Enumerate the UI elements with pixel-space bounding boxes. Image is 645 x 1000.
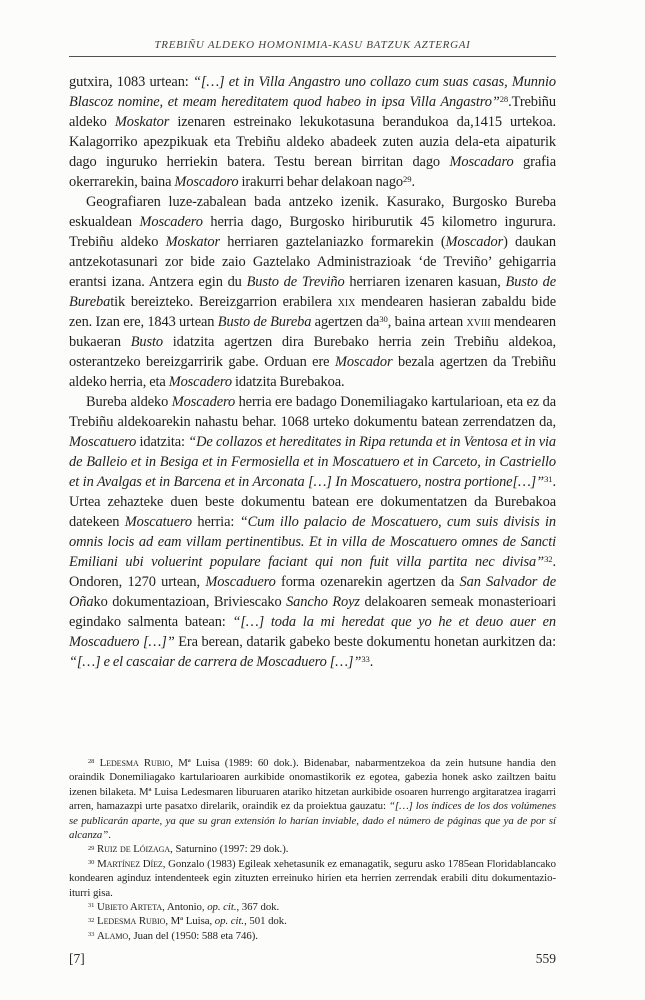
text-run: .: [108, 829, 111, 842]
text-run: izenaren estreinako lekukotasuna berandukoa da,1415 urtekoa. Kalagorriko apezpikuak eta Trebiñu aldeko abadeek zuten auzia dela-eta aipaturik dago inguruko herriekin batera. Testu berean birritan dago: [69, 114, 556, 170]
text-run: gutxira, 1083 urtean:: [69, 74, 193, 90]
page-marker-bracket: [7]: [69, 951, 85, 966]
page-number: 559: [535, 951, 556, 966]
text-run: delakoaren semeak monasterioari egindako salmenta batean:: [69, 594, 556, 630]
italic-text: Moscadero: [168, 374, 232, 390]
italic-text: op. cit.: [207, 901, 237, 914]
text-run: herria:: [191, 514, 240, 530]
smallcaps-text: Ledesma Rubio: [99, 757, 171, 769]
text-run: ko dokumentazioan, Briviescako: [93, 594, 287, 610]
italic-text: Sancho Royz: [286, 594, 360, 610]
footnote: [69, 756, 556, 842]
footnote-number: 33: [88, 930, 95, 938]
smallcaps-text: Martínez Díez: [97, 857, 163, 870]
footnote-ref: 29: [403, 174, 412, 185]
paragraph: [69, 72, 556, 192]
text-run: , 501 dok.: [244, 915, 287, 928]
smallcaps-text: xix: [337, 294, 356, 310]
text-run: , Saturnino (1997: 29 dok.).: [170, 843, 289, 856]
italic-text: Moscatuero: [124, 514, 192, 530]
smallcaps-text: Ubieto Arteta: [97, 901, 163, 914]
smallcaps-text: Alamo: [97, 929, 129, 942]
text-run: herria ere badago Donemiliagako kartularioan, eta ez da Trebiñu aldekoarekin nahastu behar. 1068 urteko dokumentu batean zerrendatzen da,: [69, 394, 556, 430]
footnote-ref: 31: [544, 474, 553, 485]
text-run: herriaren izenaren kasuan,: [344, 274, 506, 290]
paragraph: [69, 392, 556, 672]
text-run: Era berean, datarik gabeko beste dokumentu honetan aurkitzen da:: [174, 634, 556, 650]
text-run: grafia okerrarekin, baina: [69, 154, 556, 190]
footnote-ref: 33: [361, 654, 370, 665]
text-run: .Trebiñu aldeko: [69, 94, 556, 130]
text-run: , 367 dok.: [236, 901, 280, 914]
footnote-ref: 30: [379, 314, 388, 325]
italic-text: Moscador: [334, 354, 393, 370]
text-run: .: [411, 174, 415, 190]
text-run: idatzita:: [136, 434, 189, 450]
italic-text: Moscadoro: [174, 174, 239, 190]
footnote: [69, 914, 556, 928]
italic-text: Moscadero: [171, 394, 236, 410]
body-text: [69, 72, 556, 672]
italic-text: “De collazos et hereditates in Ripa retunda et in Ventosa et in via de Balleio et in Besiga et in Fermosiella et in Moscatuero et in Carceto, in Castriello et in Avalgas et in Barcena et in Arconata […] In Moscatuero, nostra portione[…]”: [69, 434, 556, 490]
italic-text: Busto de Treviño: [246, 274, 345, 290]
italic-text: “[…] toda la mi heredat que yo he et deuo auer en Moscaduero […]”: [69, 614, 557, 650]
italic-text: Moscador: [445, 234, 504, 250]
text-run: herria dago, Burgosko hiriburutik 45 kilometro ingurura. Trebiñu aldeko: [69, 214, 556, 250]
text-run: Geografiaren luze-zabalean bada antzeko izenik. Kasurako, Burgosko Bureba eskualdean: [69, 194, 556, 230]
running-header-rule: [69, 39, 556, 57]
italic-text: “[…] et in Villa Angastro uno collazo cum suas casas, Munnio Blascoz nomine, et meam hereditatem quod habeo in ipsa Villa Angastro”: [69, 74, 556, 110]
text-run: , Antonio,: [162, 901, 208, 914]
text-run: mendearen hasieran zabaldu bide zen. Izan ere, 1843 urtean: [69, 294, 556, 330]
text-run: agertzen da: [311, 314, 380, 330]
italic-text: Moskator: [165, 234, 221, 250]
text-run: .: [369, 654, 374, 670]
running-header-title: TREBIÑU ALDEKO HOMONIMIA-KASU BATZUK AZTERGAI: [154, 39, 471, 51]
footnote: [69, 929, 556, 943]
paragraph: [69, 192, 556, 392]
text-run: idatzita Burebakoa.: [232, 374, 345, 390]
text-run: , Gonzalo (1983) Egileak xehetasunik ez emanagatik, seguru asko 1785ean Floridablancako kondearen aginduz intendenteek egin zituzten erreinuko hirien eta herrien zerrendak erabili ditu dokumentazio-iturri gisa.: [69, 857, 556, 899]
text-run: forma ozenarekin agertzen da: [275, 574, 460, 590]
footnote-ref: 32: [544, 554, 553, 565]
text-run: . Ondoren, 1270 urtean,: [69, 554, 556, 590]
text-run: herriaren gaztelaniazko formarekin (: [220, 234, 446, 250]
footnote-ref: 28: [499, 94, 509, 105]
text-run: bezala agertzen da Trebiñu aldeko herria, eta: [69, 354, 556, 390]
italic-text: Moscadero: [139, 214, 203, 230]
italic-text: Busto de Bureba: [217, 314, 312, 330]
italic-text: “Cum illo palacio de Moscatuero, cum suis divisis in omnis locis ad eam villam pertinentibus. Et in villa de Moscatuero omnes de Sancti Emiliani ubi voluerint populare faciant qui non fuit villa partita nec divisa”: [69, 514, 556, 570]
italic-text: Moscaduero: [205, 574, 276, 590]
text-run: mendearen bukaeran: [69, 314, 556, 350]
text-run: Bureba aldeko: [86, 394, 172, 410]
footnote: [69, 857, 556, 900]
footnote: [69, 900, 556, 914]
italic-text: “[…] e el cascaiar de carrera de Moscaduero […]”: [69, 654, 362, 670]
italic-text: “[…] los índices de los dos volúmenes se publicarán aparte, ya que su gran extensión lo harían inviable, dado el número de páginas que ya de por sí alcanza”: [69, 800, 556, 842]
italic-text: Busto de Bureba: [69, 274, 556, 310]
footnote-number: 32: [88, 916, 95, 924]
footnote-number: 31: [88, 902, 95, 910]
text-run: , baina artean: [387, 314, 467, 330]
smallcaps-text: Ledesma Rubio: [97, 915, 166, 928]
italic-text: Moscadaro: [449, 154, 514, 170]
text-run: , Juan del (1950: 588 eta 746).: [128, 929, 258, 942]
footnote-number: 29: [88, 844, 95, 852]
text-run: . Urtea zehazteke duen beste dokumentu batean ere dokumentatzen da Burebakoa datekeen: [69, 474, 556, 530]
smallcaps-text: xviii: [466, 314, 491, 330]
italic-text: Moskator: [114, 114, 170, 130]
text-run: tik bereizteko. Bereizgarrion erabilera: [110, 294, 338, 310]
italic-text: Busto: [130, 334, 163, 350]
text-run: ) daukan antzekotasunari zor bide zaio Gaztelako Administrazioak ‘de Treviño’ gehigarria erantsi izana. Antzera egin du: [69, 234, 556, 290]
text-run: , Mª Luisa (1989: 60 dok.). Bidenabar, nabarmentzekoa da zein hutsune handia den oraindik Donemiliagako kartularioaren aurkibide onomastikorik ez egotea, gabezia honek asko zailtzen baitu izenen bilaketa. Mª Luisa Ledesmaren liburuaren atariko hitzetan aurkibide osoaren hurrengo argitaratzea iragarri arren, hamazazpi urte pasatxo direlarik, oraindik ez da proiektua gauzatu:: [69, 757, 557, 813]
text-run: idatzita agertzen dira Burebako herria zein Trebiñu aldekoa, osterantzeko bereizgarririk gabe. Orduan ere: [69, 334, 556, 370]
smallcaps-text: Ruiz de Lóizaga: [97, 843, 171, 856]
text-run: irakurri behar delakoan nago: [238, 174, 404, 190]
footnote-number: 28: [88, 758, 95, 766]
text-run: , Mª Luisa,: [165, 915, 215, 928]
italic-text: op. cit.: [214, 915, 245, 928]
italic-text: San Salvador de Oña: [69, 574, 556, 610]
footnote-number: 30: [88, 858, 95, 866]
page-footer: [69, 951, 556, 967]
footnote: [69, 842, 556, 856]
footnotes: [69, 756, 556, 943]
italic-text: Moscatuero: [69, 434, 137, 450]
